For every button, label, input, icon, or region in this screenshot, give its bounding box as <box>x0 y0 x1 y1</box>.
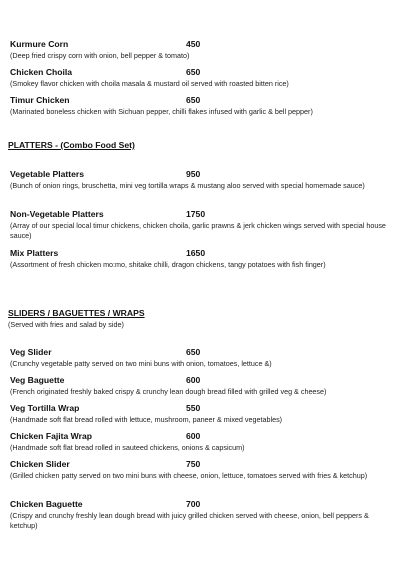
menu-item <box>10 66 390 89</box>
item-price: 600 <box>186 375 201 385</box>
item-price: 650 <box>186 95 201 105</box>
item-description: (Bunch of onion rings, bruschetta, mini veg tortilla wraps & mustang aloo served with special homemade sauce) <box>10 181 365 190</box>
item-description: (Handmade soft flat bread rolled in sauteed chickens, onions & capsicum) <box>10 443 245 452</box>
item-price: 650 <box>186 67 201 77</box>
menu-item <box>10 208 390 241</box>
item-price: 600 <box>186 431 201 441</box>
item-description: (French originated freshly baked crispy & crunchy lean dough bread filled with grilled veg & cheese) <box>10 387 327 396</box>
item-price: 550 <box>186 403 201 413</box>
item-name: Mix Platters <box>10 248 59 258</box>
item-description: (Deep fried crispy corn with onion, bell pepper & tomato) <box>10 51 190 60</box>
item-name: Timur Chicken <box>10 95 70 105</box>
menu-item <box>10 346 390 369</box>
item-name: Chicken Choila <box>10 67 73 77</box>
item-price: 750 <box>186 459 201 469</box>
item-description: (Handmade soft flat bread rolled with lettuce, mushroom, paneer & mixed vegetables) <box>10 415 283 424</box>
menu-item <box>10 247 390 270</box>
item-description: (Crispy and crunchy freshly lean dough bread with juicy grilled chicken served with cheese, onion, bell peppers & ketchup) <box>10 511 369 530</box>
item-description: (Crunchy vegetable patty served on two mini buns with onion, tomatoes, lettuce &) <box>10 359 272 368</box>
item-name: Veg Tortilla Wrap <box>10 403 80 413</box>
menu-item <box>10 498 390 531</box>
item-description: (Smokey flavor chicken with choila masala & mustard oil served with roasted bitten rice) <box>10 79 289 88</box>
item-name: Chicken Fajita Wrap <box>10 431 92 441</box>
menu-item <box>10 374 390 397</box>
item-name: Veg Slider <box>10 347 52 357</box>
item-name: Non-Vegetable Platters <box>10 209 104 219</box>
item-description: (Assortment of fresh chicken mo:mo, shitake chilli, dragon chickens, tangy potatoes with fish finger) <box>10 260 326 269</box>
item-price: 950 <box>186 169 201 179</box>
section-note: (Served with fries and salad by side) <box>8 320 124 329</box>
menu-item <box>10 168 390 191</box>
item-name: Kurmure Corn <box>10 39 69 49</box>
menu-item <box>10 458 390 481</box>
item-price: 1650 <box>186 248 206 258</box>
item-price: 650 <box>186 347 201 357</box>
item-name: Chicken Slider <box>10 459 70 469</box>
item-description: (Marinated boneless chicken with Sichuan pepper, chilli flakes infused with garlic & bell pepper) <box>10 107 313 116</box>
section-title-sliders: SLIDERS / BAGUETTES / WRAPS <box>8 308 145 318</box>
item-price: 700 <box>186 499 201 509</box>
menu-item <box>10 430 390 453</box>
item-price: 1750 <box>186 209 206 219</box>
item-description: (Array of our special local timur chickens, chicken choila, garlic prawns & jerk chicken wings served with special house sauce) <box>10 221 386 240</box>
item-name: Veg Baguette <box>10 375 65 385</box>
menu-item <box>10 402 390 425</box>
item-description: (Grilled chicken patty served on two mini buns with cheese, onion, lettuce, tomatoes served with fries & ketchup) <box>10 471 368 480</box>
section-title-platters: PLATTERS - (Combo Food Set) <box>8 140 135 150</box>
item-price: 450 <box>186 39 201 49</box>
item-name: Chicken Baguette <box>10 499 83 509</box>
item-name: Vegetable Platters <box>10 169 85 179</box>
menu-item <box>10 94 390 117</box>
menu-item <box>10 38 390 61</box>
